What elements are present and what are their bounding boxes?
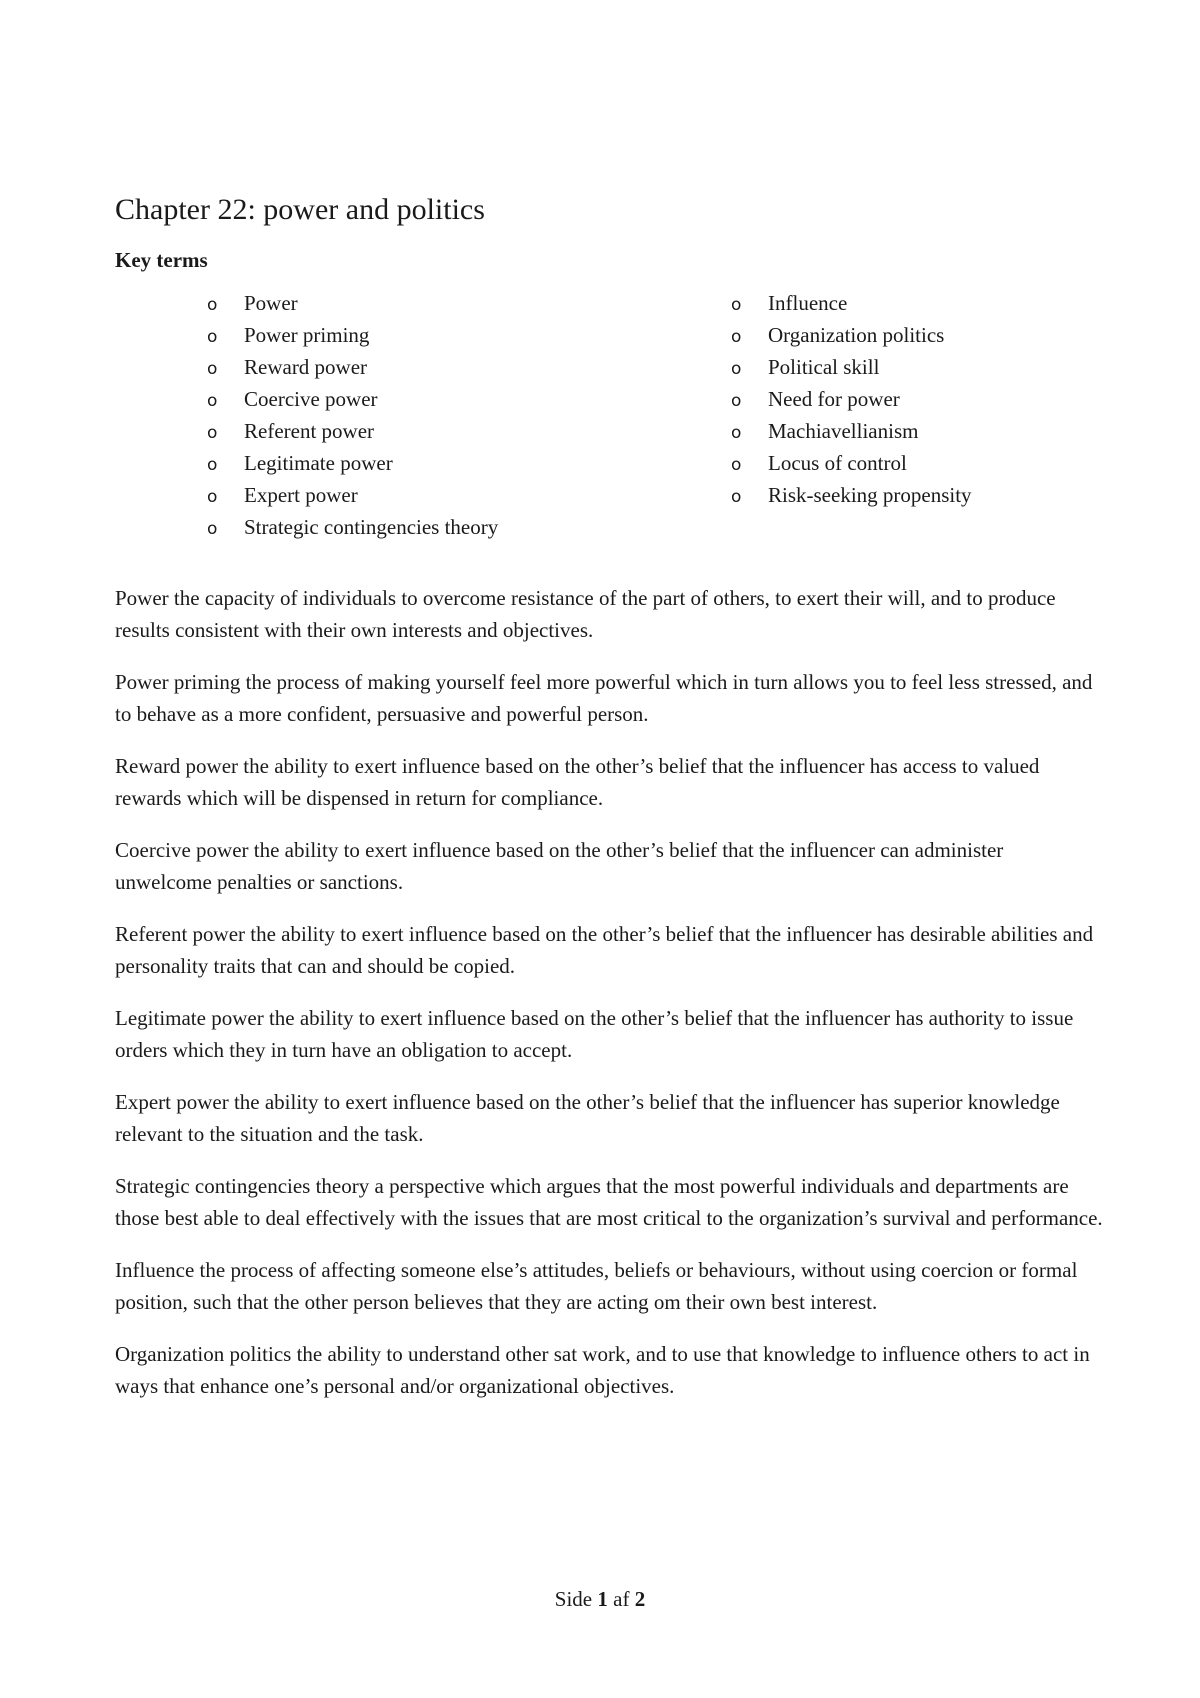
key-term-label: Machiavellianism	[768, 419, 919, 444]
chapter-title: Chapter 22: power and politics	[115, 193, 485, 226]
key-term-item	[731, 288, 1091, 320]
footer-separator: af	[613, 1587, 630, 1611]
key-term-item	[207, 512, 731, 544]
key-term-item	[207, 288, 731, 320]
definition-expert-power: Expert power the ability to exert influence based on the other’s belief that the influencer has superior knowledge relevant to the situation and the task.	[115, 1090, 1060, 1147]
definition-power-priming: Power priming the process of making yourself feel more powerful which in turn allows you to feel less stressed, and to behave as a more confident, persuasive and powerful person.	[115, 670, 1093, 727]
key-terms-heading: Key terms	[115, 248, 208, 272]
definition-reward-power: Reward power the ability to exert influence based on the other’s belief that the influencer has access to valued rewards which will be dispensed in return for compliance.	[115, 754, 1040, 811]
definition-influence: Influence the process of affecting someone else’s attitudes, beliefs or behaviours, without using coercion or formal position, such that the other person believes that they are acting om their own best interest.	[115, 1258, 1078, 1315]
bullet-icon: o	[207, 423, 218, 444]
key-term-item	[207, 352, 731, 384]
page-footer	[0, 1586, 1200, 1613]
key-terms-left-column	[207, 288, 731, 544]
key-term-item	[731, 384, 1091, 416]
key-term-item	[731, 480, 1091, 512]
bullet-icon: o	[207, 487, 218, 508]
bullet-icon: o	[207, 519, 218, 540]
definition-legitimate-power: Legitimate power the ability to exert influence based on the other’s belief that the influencer has authority to issue orders which they in turn have an obligation to accept.	[115, 1006, 1074, 1063]
definition-coercive-power: Coercive power the ability to exert influence based on the other’s belief that the influencer can administer unwelcome penalties or sanctions.	[115, 838, 1004, 895]
bullet-icon: o	[731, 487, 742, 508]
key-term-item	[731, 320, 1091, 352]
key-term-label: Power	[244, 291, 298, 316]
definition-strategic-contingencies-theory: Strategic contingencies theory a perspective which argues that the most powerful individuals and departments are those best able to deal effectively with the issues that are most critical to the organization’s survival and performance.	[115, 1174, 1103, 1231]
key-term-label: Organization politics	[768, 323, 945, 348]
key-term-item	[207, 480, 731, 512]
current-page-number: 1	[597, 1587, 608, 1611]
key-term-label: Expert power	[244, 483, 358, 508]
bullet-icon: o	[207, 327, 218, 348]
definition-power: Power the capacity of individuals to overcome resistance of the part of others, to exert their will, and to produce results consistent with their own interests and objectives.	[115, 586, 1056, 643]
key-terms-list	[115, 288, 1105, 544]
bullet-icon: o	[731, 359, 742, 380]
key-term-item	[731, 416, 1091, 448]
total-page-count: 2	[634, 1587, 646, 1611]
bullet-icon: o	[731, 455, 742, 476]
definitions-section	[115, 582, 1105, 1402]
bullet-icon: o	[731, 391, 742, 412]
key-term-label: Influence	[768, 291, 848, 316]
key-term-item	[207, 416, 731, 448]
key-term-label: Reward power	[244, 355, 368, 380]
key-term-label: Strategic contingencies theory	[244, 515, 499, 540]
bullet-icon: o	[731, 295, 742, 316]
key-terms-right-column	[731, 288, 1091, 544]
key-term-item	[207, 448, 731, 480]
bullet-icon: o	[207, 295, 218, 316]
bullet-icon: o	[207, 391, 218, 412]
key-term-label: Power priming	[244, 323, 370, 348]
key-term-label: Need for power	[768, 387, 900, 412]
key-term-item	[207, 320, 731, 352]
bullet-icon: o	[207, 359, 218, 380]
key-term-item	[731, 448, 1091, 480]
definition-organization-politics: Organization politics the ability to understand other sat work, and to use that knowledge to influence others to act in ways that enhance one’s personal and/or organizational objectives.	[115, 1342, 1090, 1399]
key-term-label: Referent power	[244, 419, 375, 444]
key-term-label: Locus of control	[768, 451, 907, 476]
bullet-icon: o	[731, 327, 742, 348]
footer-prefix: Side	[554, 1587, 593, 1611]
key-term-item	[731, 352, 1091, 384]
bullet-icon: o	[207, 455, 218, 476]
definition-referent-power: Referent power the ability to exert influence based on the other’s belief that the influencer has desirable abilities and personality traits that can and should be copied.	[115, 922, 1094, 979]
page-content	[115, 190, 1105, 1422]
key-term-item	[207, 384, 731, 416]
key-term-label: Political skill	[768, 355, 880, 380]
bullet-icon: o	[731, 423, 742, 444]
key-term-label: Legitimate power	[244, 451, 393, 476]
key-term-label: Risk-seeking propensity	[768, 483, 972, 508]
key-term-label: Coercive power	[244, 387, 378, 412]
